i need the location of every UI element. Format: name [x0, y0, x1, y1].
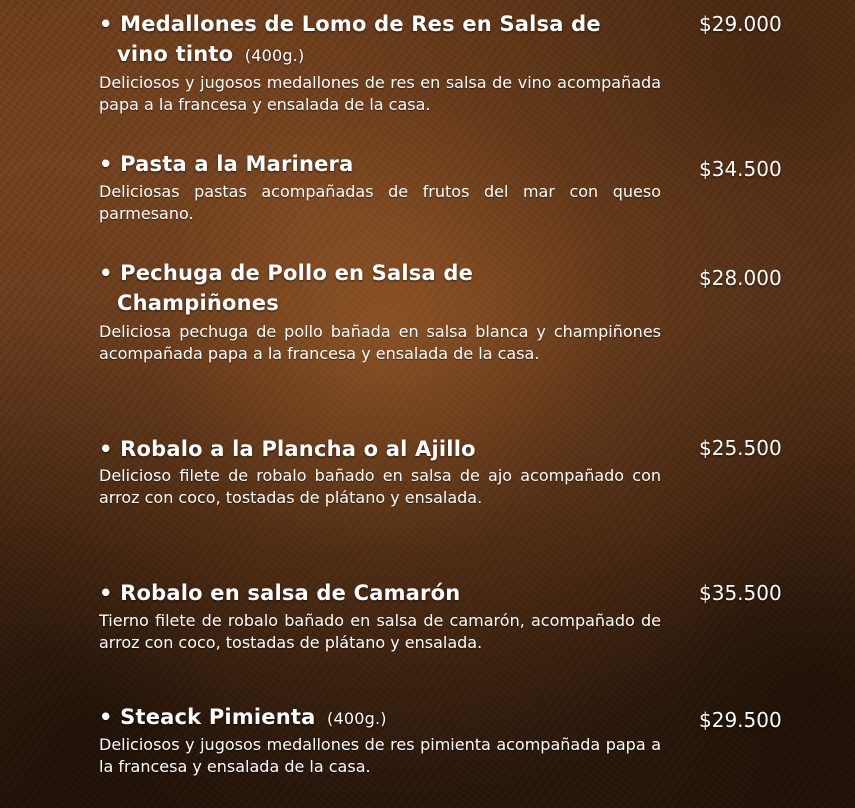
title-line-1: Steack Pimienta [120, 705, 316, 729]
menu-item-description: Tierno filete de robalo bañado en salsa de camarón, acompañado de arroz con coco, tostadas de plátano y ensalada. [99, 611, 661, 652]
menu-item-title [99, 149, 669, 179]
menu-item-description: Deliciosas pastas acompañadas de frutos del mar con queso parmesano. [99, 182, 661, 223]
title-line-1: Robalo a la Plancha o al Ajillo [120, 437, 476, 461]
menu-item-price: $29.000 [699, 12, 782, 36]
title-line-1: Robalo en salsa de Camarón [120, 581, 461, 605]
bullet: • [99, 705, 113, 729]
title-line-1: Pechuga de Pollo en Salsa de [120, 261, 474, 285]
menu-item-title [99, 9, 669, 71]
weight-label: (400g.) [327, 709, 387, 728]
menu-item-description: Deliciosa pechuga de pollo bañada en salsa blanca y champiñones acompañada papa a la francesa y ensalada de la casa. [99, 322, 661, 363]
bullet: • [99, 12, 113, 36]
menu-item-description: Deliciosos y jugosos medallones de res en salsa de vino acompañada papa a la francesa y ensalada de la casa. [99, 73, 661, 114]
menu-item-title [99, 434, 669, 464]
title-line-1: Medallones de Lomo de Res en Salsa de [120, 12, 601, 36]
title-line-2: Champiñones [117, 291, 279, 315]
menu-item-description: Delicioso filete de robalo bañado en salsa de ajo acompañado con arroz con coco, tostadas de plátano y ensalada. [99, 466, 661, 507]
menu-item-title [99, 702, 669, 734]
menu-item-price: $34.500 [699, 157, 782, 181]
weight-label: (400g.) [244, 46, 305, 65]
menu-item-price: $25.500 [699, 436, 782, 460]
title-line-2: vino tinto [117, 42, 234, 66]
bullet: • [99, 581, 113, 605]
menu-item-price: $29.500 [699, 708, 782, 732]
menu-item-price: $28.000 [699, 266, 782, 290]
bullet: • [99, 437, 113, 461]
menu-item-title [99, 578, 669, 608]
menu-item-description: Deliciosos y jugosos medallones de res pimienta acompañada papa a la francesa y ensalada de la casa. [99, 735, 661, 776]
menu-item-price: $35.500 [699, 581, 782, 605]
bullet: • [99, 152, 113, 176]
title-line-1: Pasta a la Marinera [120, 152, 354, 176]
bullet: • [99, 261, 113, 285]
menu-item-title [99, 258, 669, 318]
